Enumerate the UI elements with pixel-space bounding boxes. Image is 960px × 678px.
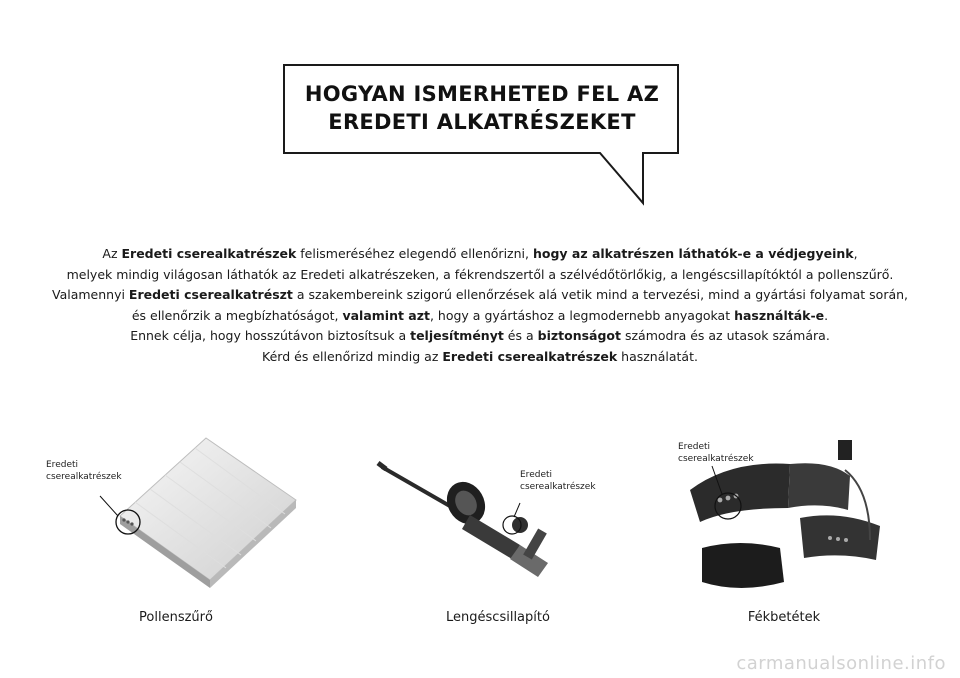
- title-line-2: EREDETI ALKATRÉSZEKET: [328, 110, 636, 134]
- caption-pollen: Pollenszűrő: [139, 610, 213, 625]
- callout-brake: Eredeti cserealkatrészek: [678, 442, 754, 464]
- intro-line-4: és ellenőrzik a megbízhatóságot, valamint azt, hogy a gyártáshoz a legmodernebb anyagokat használták-e.: [131, 307, 829, 323]
- intro-line-3: Valamennyi Eredeti cserealkatrészt a szakembereink szigorú ellenőrzések alá vetik mind a tervezési, mind a gyártási folyamat során,: [51, 287, 909, 302]
- pollen-filter-icon: [40, 430, 300, 600]
- shock-absorber-icon: [370, 445, 560, 595]
- title-line-1: HOGYAN ISMERHETED FEL AZ: [304, 82, 660, 106]
- caption-brake: Fékbetétek: [747, 610, 821, 625]
- intro-line-1: Az Eredeti cserealkatrészek felismeréséhez elegendő ellenőrizni, hogy az alkatrészen láthatók-e a védjegyeink,: [102, 246, 858, 261]
- intro-line-6: Kérd és ellenőrizd mindig az Eredeti cserealkatrészek használatát.: [262, 348, 698, 364]
- page-title: [286, 80, 678, 136]
- callout-pollen: Eredeti cserealkatrészek: [46, 460, 122, 482]
- callout-shock: Eredeti cserealkatrészek: [520, 470, 596, 492]
- watermark: carmanualsonline.info: [736, 653, 946, 674]
- intro-line-5: Ennek célja, hogy hosszútávon biztosítsuk a teljesítményt és a biztonságot számodra és az utasok számára.: [130, 328, 830, 343]
- intro-line-2: melyek mindig világosan láthatók az Eredeti alkatrészeken, a fékrendszertől a szélvédőtörlőkig, a lengéscsillapítóktól a pollenszűrő.: [66, 266, 894, 282]
- caption-shock: Lengéscsillapító: [446, 610, 550, 625]
- intro-text: [20, 244, 940, 367]
